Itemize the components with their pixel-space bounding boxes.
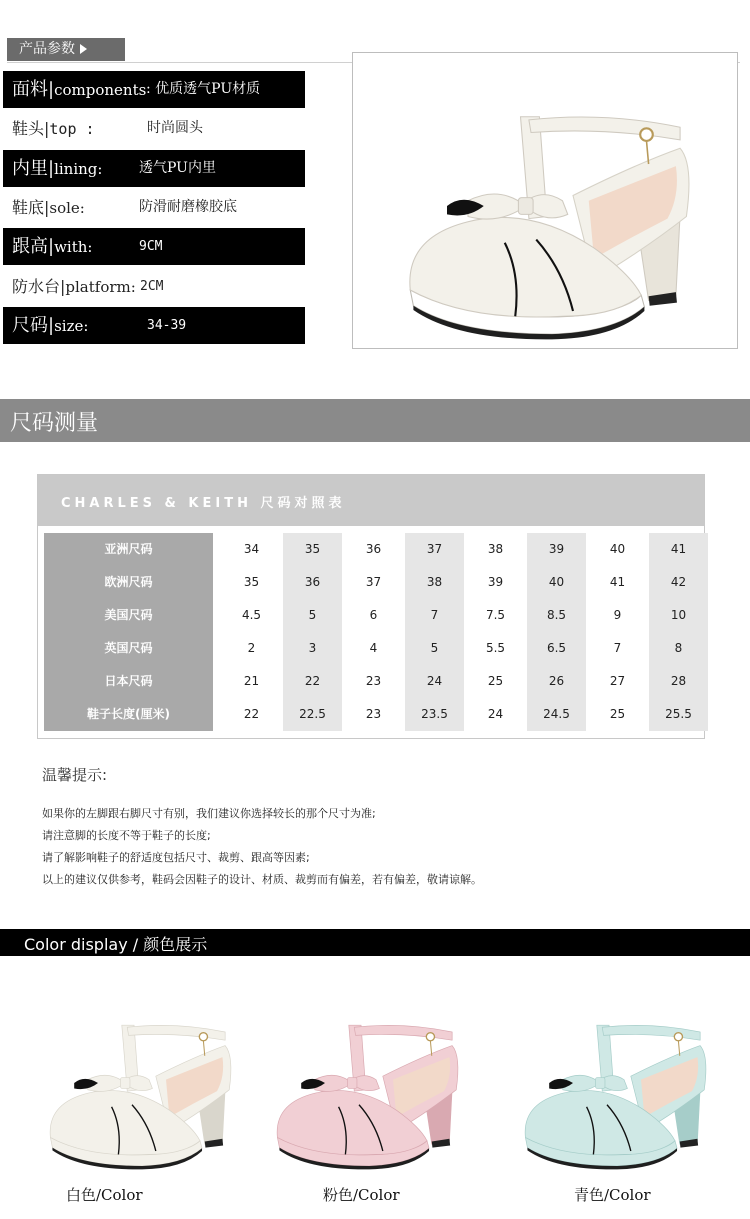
tip-line: 请注意脚的长度不等于鞋子的长度;	[42, 829, 211, 842]
spec-row-lining	[3, 150, 305, 187]
product-params-label: 产品参数	[19, 41, 75, 57]
size-chart	[37, 474, 705, 739]
size-section-title: 尺码测量	[10, 411, 99, 436]
size-cell: 41	[609, 575, 626, 589]
spec-label: 鞋底|sole:	[12, 198, 85, 217]
spec-value: 9CM	[139, 239, 163, 254]
size-cell: 36	[283, 566, 342, 599]
size-cell: 4	[369, 641, 378, 655]
spec-row-top	[3, 110, 305, 147]
spec-value: 时尚圆头	[147, 120, 203, 136]
size-cell: 26	[527, 665, 586, 698]
size-row-label: 欧洲尺码	[44, 566, 213, 599]
size-cell: 38	[405, 566, 464, 599]
hero-product-image	[352, 52, 738, 349]
size-cell: 10	[649, 599, 708, 632]
size-row	[44, 665, 700, 698]
size-cell: 22	[283, 665, 342, 698]
spec-row-heel	[3, 228, 305, 265]
size-cell: 2	[247, 641, 256, 655]
size-cell: 3	[283, 632, 342, 665]
spec-label: 内里|lining:	[12, 158, 103, 179]
size-cell: 24	[405, 665, 464, 698]
spec-value: : 优质透气PU材质	[146, 81, 261, 97]
size-cell: 36	[365, 542, 382, 556]
size-cell: 37	[405, 533, 464, 566]
size-cell: 21	[243, 674, 260, 688]
tips-title: 温馨提示:	[42, 766, 108, 784]
size-row-label: 亚洲尺码	[44, 533, 213, 566]
size-cell: 25	[609, 707, 626, 721]
size-cell: 22.5	[283, 698, 342, 731]
size-cell: 6.5	[527, 632, 586, 665]
size-row-label: 美国尺码	[44, 599, 213, 632]
size-cell: 37	[365, 575, 382, 589]
spec-row-components	[3, 71, 305, 108]
size-cell: 7	[405, 599, 464, 632]
size-row	[44, 632, 700, 665]
spec-label: 鞋头|top :	[12, 119, 95, 138]
size-row-label: 鞋子长度(厘米)	[44, 698, 213, 731]
spec-row-platform	[3, 268, 305, 305]
size-cell: 42	[649, 566, 708, 599]
size-cell: 8.5	[527, 599, 586, 632]
size-cell: 39	[487, 575, 504, 589]
size-cell: 9	[613, 608, 622, 622]
product-params-tag	[7, 38, 125, 61]
size-cell: 5	[405, 632, 464, 665]
color-caption-white: 白色/Color	[66, 1186, 143, 1204]
size-cell: 24.5	[527, 698, 586, 731]
size-cell: 40	[609, 542, 626, 556]
tip-line: 请了解影响鞋子的舒适度包括尺寸、裁剪、跟高等因素;	[42, 851, 310, 864]
shoe-illustration	[353, 53, 737, 348]
spec-label: 防水台|platform:	[12, 277, 136, 296]
size-cell: 34	[243, 542, 260, 556]
size-cell: 39	[527, 533, 586, 566]
size-row	[44, 533, 700, 566]
size-cell: 40	[527, 566, 586, 599]
size-cell: 4.5	[241, 608, 262, 622]
size-row-label: 英国尺码	[44, 632, 213, 665]
tip-line: 以上的建议仅供参考，鞋码会因鞋子的设计、材质、裁剪而有偏差，若有偏差，敬请谅解。	[42, 873, 482, 886]
color-caption-cyan: 青色/Color	[574, 1186, 651, 1204]
size-cell: 6	[369, 608, 378, 622]
size-section-bar	[0, 399, 750, 442]
color-section-title: Color display / 颜色展示	[24, 935, 208, 954]
tip-line: 如果你的左脚跟右脚尺寸有别，我们建议你选择较长的那个尺寸为准;	[42, 807, 376, 820]
size-cell: 35	[243, 575, 260, 589]
size-cell: 35	[283, 533, 342, 566]
spec-value: 防滑耐磨橡胶底	[139, 199, 237, 215]
size-cell: 41	[649, 533, 708, 566]
size-cell: 8	[649, 632, 708, 665]
size-cell: 5	[283, 599, 342, 632]
spec-label: 跟高|with:	[12, 236, 93, 257]
spec-label: 尺码|size:	[12, 315, 89, 336]
shoe-pink-image	[272, 1010, 462, 1174]
shoe-cyan-image	[520, 1010, 710, 1174]
spec-label: 面料|components	[12, 79, 147, 100]
color-caption-pink: 粉色/Color	[323, 1186, 400, 1204]
size-cell: 23.5	[405, 698, 464, 731]
spec-row-size	[3, 307, 305, 344]
size-cell: 7.5	[485, 608, 506, 622]
size-row	[44, 698, 700, 731]
size-row	[44, 566, 700, 599]
size-chart-title: CHARLES & KEITH 尺码对照表	[61, 496, 346, 511]
size-chart-header	[38, 475, 704, 526]
size-cell: 38	[487, 542, 504, 556]
size-cell: 5.5	[485, 641, 506, 655]
size-cell: 23	[365, 674, 382, 688]
spec-value: 34-39	[147, 318, 187, 333]
spec-value: 2CM	[140, 279, 164, 294]
size-cell: 25.5	[649, 698, 708, 731]
size-cell: 24	[487, 707, 504, 721]
triangle-right-icon	[80, 44, 87, 54]
size-cell: 22	[243, 707, 260, 721]
size-cell: 25	[487, 674, 504, 688]
color-section-bar	[0, 929, 750, 956]
shoe-white-image	[45, 1010, 235, 1174]
size-row-label: 日本尺码	[44, 665, 213, 698]
size-cell: 28	[649, 665, 708, 698]
spec-value: 透气PU内里	[139, 160, 216, 176]
size-cell: 7	[613, 641, 622, 655]
size-cell: 27	[609, 674, 626, 688]
spec-row-sole	[3, 189, 305, 226]
size-cell: 23	[365, 707, 382, 721]
size-row	[44, 599, 700, 632]
